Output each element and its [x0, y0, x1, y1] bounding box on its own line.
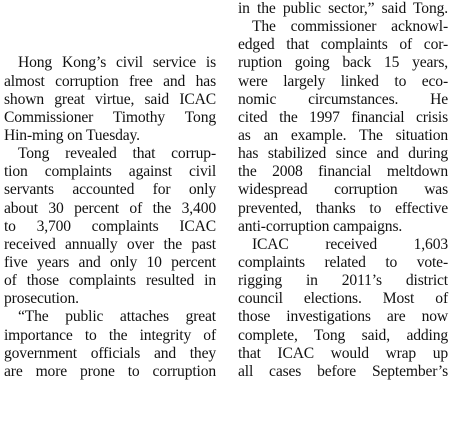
text-line: to 3,700 complaints ICAC	[4, 217, 216, 235]
text-line: five years and only 10 percent	[4, 253, 216, 271]
text-line: importance to the integrity of	[4, 326, 216, 344]
text-line: Tong revealed that corrup-	[18, 145, 216, 163]
text-line: shown great virtue, said ICAC	[4, 90, 216, 108]
text-line: prevented, thanks to effective	[238, 199, 448, 217]
text-line: as an example. The situation	[238, 126, 448, 144]
text-line: The commissioner acknowl-	[252, 18, 448, 36]
text-line: council elections. Most of	[238, 290, 448, 308]
text-line: has stabilized since and during	[238, 145, 448, 163]
text-line: “The public attaches great	[18, 308, 216, 326]
text-line: that ICAC would wrap up	[238, 344, 448, 362]
text-line: anti-corruption campaigns.	[238, 217, 403, 235]
text-line: Hin-ming on Tuesday.	[4, 126, 140, 144]
text-line: the 2008 financial meltdown	[238, 163, 448, 181]
text-line: those investigations are now	[238, 308, 448, 326]
text-line: ruption going back 15 years,	[238, 54, 448, 72]
text-line: are more prone to corruption	[4, 362, 216, 380]
article-left-column	[4, 0, 216, 381]
spacer	[4, 0, 216, 18]
text-line: prosecution.	[4, 290, 79, 308]
text-line: complete, Tong said, adding	[238, 326, 448, 344]
text-line: cited the 1997 financial crisis	[238, 108, 448, 126]
text-line: widespread corruption was	[238, 181, 448, 199]
text-line: all cases before September’s	[238, 362, 448, 380]
text-line: were largely linked to eco-	[238, 72, 448, 90]
text-line: almost corruption free and has	[4, 72, 216, 90]
text-line: Hong Kong’s civil service is	[18, 54, 216, 72]
spacer	[4, 18, 216, 36]
article-right-column	[238, 0, 448, 381]
text-line: edged that complaints of cor-	[238, 36, 448, 54]
text-line: Commissioner Timothy Tong	[4, 108, 216, 126]
text-line: about 30 percent of the 3,400	[4, 199, 216, 217]
text-line: nomic circumstances. He	[238, 90, 448, 108]
spacer	[4, 36, 216, 54]
text-line: ICAC received 1,603	[252, 235, 448, 253]
text-line: rigging in 2011’s district	[238, 272, 448, 290]
text-line: government officials and they	[4, 344, 216, 362]
text-line: in the public sector,” said Tong.	[238, 0, 448, 17]
text-line: complaints related to vote-	[238, 253, 448, 271]
text-line: servants accounted for only	[4, 181, 216, 199]
text-line: of those complaints resulted in	[4, 272, 216, 290]
text-line: tion complaints against civil	[4, 163, 216, 181]
text-line: received annually over the past	[4, 235, 216, 253]
